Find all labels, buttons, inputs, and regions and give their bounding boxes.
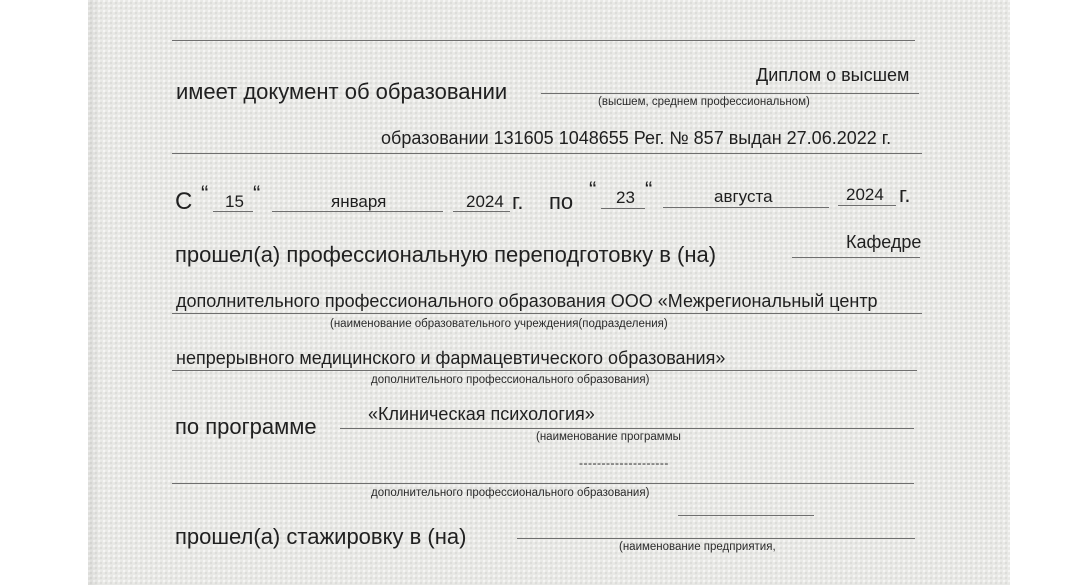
education-level-hint: (высшем, среднем профессиональном) [598, 96, 810, 108]
program-label: по программе [175, 414, 317, 439]
from-day-line [213, 211, 253, 212]
institution-name-part-2: непрерывного медицинского и фармацевтического образования» [176, 348, 726, 368]
from-year-suffix: г. [512, 189, 524, 214]
to-year-line [838, 205, 896, 206]
program-dashes: -------------------- [579, 456, 669, 470]
to-day-value: 23 [616, 188, 635, 207]
education-document-line [541, 93, 919, 94]
program-value: «Клиническая психология» [368, 404, 595, 424]
institution-line-2 [172, 370, 917, 371]
from-day-value: 15 [225, 192, 244, 211]
to-day-line [601, 208, 645, 209]
diploma-details-value: образовании 131605 1048655 Рег. № 857 выдан 27.06.2022 г. [381, 128, 892, 148]
from-month-line [272, 211, 443, 212]
top-rule [172, 40, 915, 41]
to-day-close-quote: “ [645, 177, 653, 202]
to-year-suffix: г. [899, 182, 911, 207]
program-hint-2: дополнительного профессионального образования) [371, 487, 650, 499]
institution-hint: (наименование образовательного учреждения(подразделения) [330, 318, 668, 330]
institution-line-1 [172, 313, 922, 314]
date-to-label: по [549, 189, 574, 214]
to-day-open-quote: “ [589, 177, 597, 202]
retraining-place-value: Кафедре [846, 232, 922, 252]
program-continuation-line [172, 483, 914, 484]
institution-hint-2: дополнительного профессионального образования) [371, 374, 650, 386]
from-day-open-quote: “ [201, 181, 209, 206]
education-document-label: имеет документ об образовании [176, 79, 508, 104]
from-month-value: января [331, 192, 387, 211]
program-hint: (наименование программы [536, 431, 681, 443]
date-from-prefix: С [175, 188, 193, 215]
program-line [340, 428, 914, 429]
to-month-line [663, 207, 829, 208]
institution-name-part-1: дополнительного профессионального образования ООО «Межрегиональный центр [176, 291, 878, 311]
to-year-value: 2024 [846, 185, 884, 204]
retraining-place-line [792, 257, 920, 258]
from-year-value: 2024 [466, 192, 504, 211]
from-day-close-quote: “ [253, 181, 261, 206]
page-edge-shadow [88, 0, 100, 585]
diploma-details-line [172, 153, 922, 154]
retraining-label: прошел(а) профессиональную переподготовку в (на) [175, 242, 717, 267]
internship-short-line [678, 515, 814, 516]
internship-place-line [517, 538, 915, 539]
to-month-value: августа [714, 187, 773, 206]
internship-hint: (наименование предприятия, [619, 541, 776, 553]
internship-label: прошел(а) стажировку в (на) [175, 524, 467, 549]
from-year-line [453, 211, 510, 212]
education-document-value: Диплом о высшем [756, 65, 910, 85]
